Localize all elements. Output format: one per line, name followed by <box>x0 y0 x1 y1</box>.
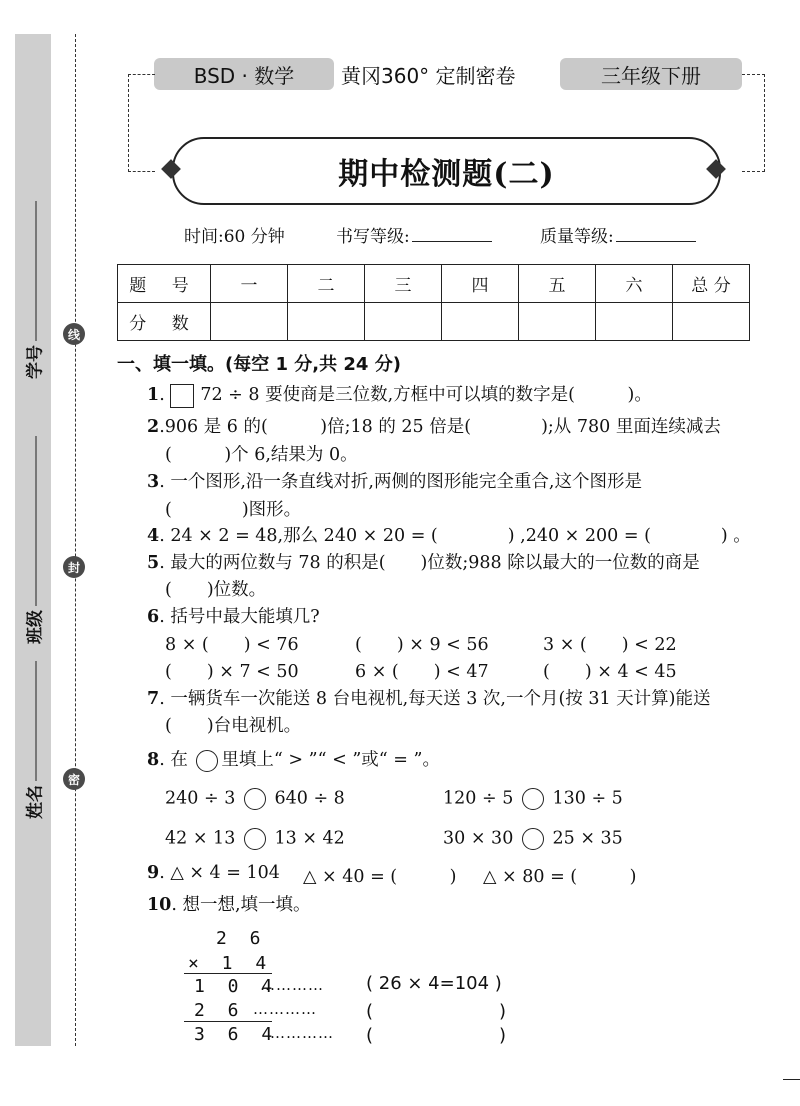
question-3: 3. 一个图形,沿一条直线对折,两侧的图形能完全重合,这个图形是 <box>147 472 642 492</box>
writing-grade-field[interactable]: 书写等级: <box>336 222 492 247</box>
name-field[interactable]: 姓名 <box>21 661 46 819</box>
answer-box[interactable] <box>170 384 194 408</box>
mult-rule <box>184 973 272 974</box>
table-row <box>118 265 750 303</box>
score-input-cell[interactable] <box>288 303 365 341</box>
seal-seal-mark: 封 <box>63 556 85 578</box>
table-cell: 六 <box>596 265 673 303</box>
header-connector-right <box>742 74 765 172</box>
q9-item: △ × 40 = ( ) <box>303 867 457 887</box>
question-3-cont: ( )图形。 <box>165 500 302 520</box>
mult-row: 1 0 4 <box>194 976 279 997</box>
q6-item: 8 × ( ) < 76 <box>165 635 299 655</box>
class-field[interactable]: 班级 <box>21 436 46 644</box>
compare-circle[interactable] <box>522 828 544 850</box>
compare-circle[interactable] <box>244 828 266 850</box>
question-1: 1. 72 ÷ 8 要使商是三位数,方框中可以填的数字是( )。 <box>147 381 652 408</box>
mult-rule <box>184 1021 272 1022</box>
compare-circle[interactable] <box>522 788 544 810</box>
leader-dots: ………… <box>270 1024 334 1042</box>
score-input-cell[interactable] <box>673 303 750 341</box>
seal-secret-mark: 密 <box>63 768 85 790</box>
header-connector-left <box>128 74 155 172</box>
compare-item: 120 ÷ 5 130 ÷ 5 <box>443 788 623 809</box>
table-row <box>118 303 750 341</box>
page-title: 期中检测题(二) <box>172 137 721 205</box>
score-input-cell[interactable] <box>519 303 596 341</box>
q6-item: ( ) × 7 < 50 <box>165 662 299 682</box>
section-title: 一、填一填。(每空 1 分,共 24 分) <box>117 354 401 375</box>
mult-row: × 1 4 <box>188 953 273 974</box>
seal-line-mark: 线 <box>63 323 85 345</box>
leader-dots: ………… <box>253 1000 317 1018</box>
q10-note[interactable]: ( ) <box>366 1025 507 1046</box>
q10-note[interactable]: ( ) <box>366 1001 507 1022</box>
grade-badge: 三年级下册 <box>560 58 742 90</box>
table-cell: 三 <box>365 265 442 303</box>
subject-badge: BSD · 数学 <box>154 58 334 90</box>
question-2: 2.906 是 6 的( )倍;18 的 25 倍是( );从 780 里面连续减去 <box>147 417 721 437</box>
brand-label: 黄冈360° 定制密卷 <box>341 64 516 88</box>
q9-item: △ × 80 = ( ) <box>483 867 637 887</box>
question-10: 10. 想一想,填一填。 <box>147 895 311 915</box>
score-input-cell[interactable] <box>596 303 673 341</box>
q10-note: ( 26 × 4=104 ) <box>366 973 502 994</box>
leader-dots: ………… <box>260 976 324 994</box>
page-edge-mark <box>783 1079 800 1080</box>
question-2-cont: ( )个 6,结果为 0。 <box>165 445 358 465</box>
score-input-cell[interactable] <box>211 303 288 341</box>
table-cell: 总 分 <box>673 265 750 303</box>
question-7: 7. 一辆货车一次能送 8 台电视机,每天送 3 次,一个月(按 31 天计算)能送 <box>147 689 711 709</box>
question-6: 6. 括号中最大能填几? <box>147 607 320 627</box>
mult-row: 3 6 4 <box>194 1024 279 1045</box>
q6-item: 6 × ( ) < 47 <box>355 662 489 682</box>
mult-row: 2 6 <box>216 928 267 949</box>
cut-line <box>75 34 76 1046</box>
table-cell: 四 <box>442 265 519 303</box>
q6-item: 3 × ( ) < 22 <box>543 635 677 655</box>
question-4: 4. 24 × 2 = 48,那么 240 × 20 = ( ) ,240 × 200 = ( ) 。 <box>147 526 751 546</box>
table-cell: 二 <box>288 265 365 303</box>
q6-item: ( ) × 9 < 56 <box>355 635 489 655</box>
table-cell: 五 <box>519 265 596 303</box>
table-cell: 分 数 <box>118 303 211 341</box>
score-input-cell[interactable] <box>365 303 442 341</box>
student-id-field[interactable]: 学号 <box>21 201 46 379</box>
question-9: 9. △ × 4 = 104 <box>147 863 280 883</box>
compare-item: 240 ÷ 3 640 ÷ 8 <box>165 788 345 809</box>
compare-circle[interactable] <box>244 788 266 810</box>
question-8: 8. 在 里填上“ > ”“ < ”或“ = ”。 <box>147 750 440 770</box>
question-5: 5. 最大的两位数与 78 的积是( )位数;988 除以最大的一位数的商是 <box>147 553 700 573</box>
score-input-cell[interactable] <box>442 303 519 341</box>
table-cell: 题 号 <box>118 265 211 303</box>
score-table <box>117 264 750 341</box>
question-5-cont: ( )位数。 <box>165 580 267 600</box>
compare-item: 30 × 30 25 × 35 <box>443 828 623 849</box>
table-cell: 一 <box>211 265 288 303</box>
compare-item: 42 × 13 13 × 42 <box>165 828 345 849</box>
q6-item: ( ) × 4 < 45 <box>543 662 677 682</box>
time-label: 时间:60 分钟 <box>184 227 285 247</box>
quality-grade-field[interactable]: 质量等级: <box>540 222 696 247</box>
mult-row: 2 6 <box>194 1000 245 1021</box>
question-7-cont: ( )台电视机。 <box>165 716 302 736</box>
circle-icon <box>196 750 218 772</box>
